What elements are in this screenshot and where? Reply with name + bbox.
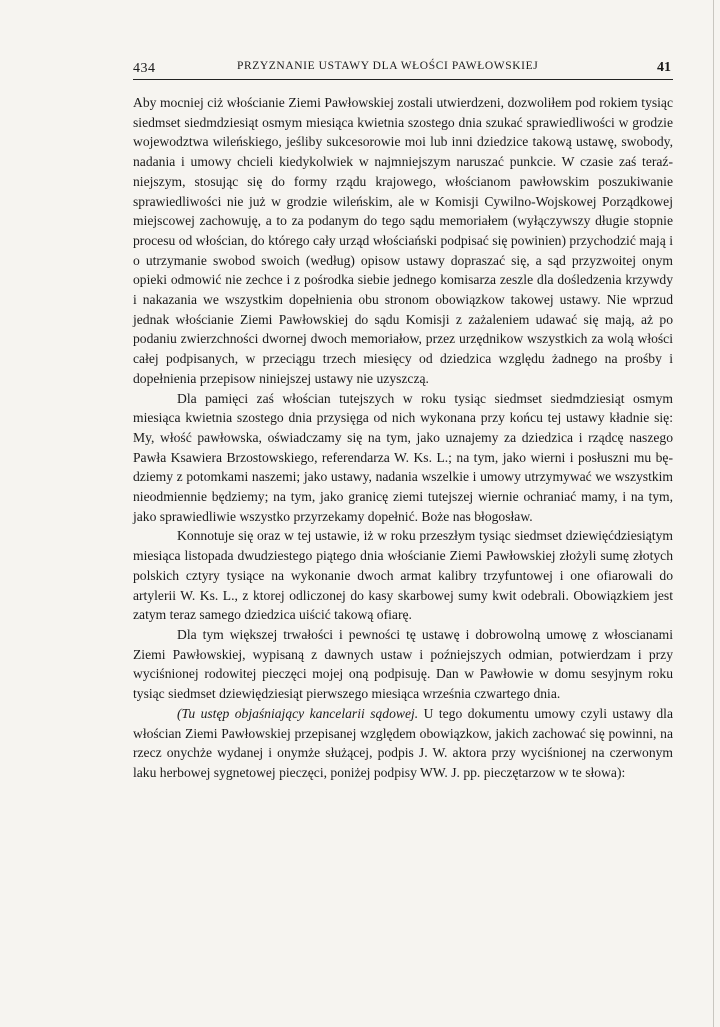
chancery-note-prefix: (Tu ustęp objaśniający kancelarii sądowej.	[177, 705, 419, 721]
paragraph-4	[133, 625, 673, 704]
page-header	[133, 58, 673, 80]
paragraph-2	[133, 389, 673, 527]
header-rule	[133, 79, 673, 80]
paragraph-5	[133, 704, 673, 783]
body-text	[133, 93, 673, 783]
paragraph-2-text: Dla pamięci zaś włościan tutejszych w roku tysiąc siedmset siedmdziesiąt osmym miesiąca kwietnia szostego dnia przysięga od nich wykonana przy końcu tej ustawy kładnie się: My, włość pawłowska, oświadczamy się na tym, jako uznajemy za dziedzica i rządcę naszego Pawła Ksawiera Brzostowskiego, referendarza W. Ks. L.; na tym, jako wierni i posłuszni mu będziemy z potomkami naszemi; jako ustawy, nadania wszelkie i umowy utrzymywać we wszystkim nieodmiennie będziemy; na tym, jako granicę ziemi tutejszej wiernie ochraniać mamy, i na tym, jako sprawiedliwie wszystko przyrzekamy dopełnić. Boże nas błogosław.	[133, 390, 673, 524]
paragraph-4-text: Dla tym większej trwałości i pewności tę ustawę i dobrowolną umowę z włoscianami Ziemi Pawłowskiej, wypisaną z dawnych ustaw i poźniejszych odmian, potwierdzam i przy wyciśnionej rodowitej pieczęci mojej oną podpisuję. Dan w Pawłowie w domu sesyjnym roku tysiąc siedmset dziewiędziesiąt pierwszego miesiąca września czwartego dnia.	[133, 626, 673, 702]
page-number: 434	[133, 61, 156, 76]
paragraph-5-text: U tego dokumentu umowy czyli ustawy dla włościan Ziemi Pawłowskiej przepisanej względem obowiązkow, jakich zachować się powinni, na rzecz onychże wydanej i onymże służącej, podpis J. W. aktora przy wyciśnionej na czerwonym laku herbowej sygnetowej pieczęci, poniżej podpisy WW. J. pp. pieczętarzow w te słowa):	[133, 705, 673, 780]
running-title: PRZYZNANIE USTAWY DLA WŁOŚCI PAWŁOWSKIEJ	[237, 60, 539, 72]
paragraph-1	[133, 93, 673, 389]
section-number: 41	[657, 60, 671, 75]
paragraph-3	[133, 526, 673, 625]
paragraph-3-text: Konnotuje się oraz w tej ustawie, iż w roku przeszłym tysiąc siedmset dziewięćdziesiątym miesiąca listopada dwudziestego piątego dnia włościanie Ziemi Pawłowskiej złożyli sumę złotych polskich cztyry tysiące na wykonanie dwoch armat kalibry trzyfuntowej i one ofiarowali do artylerii W. Ks. L., z ktorej odliczonej do kasy skarbowej sumy kwit odebrali. Obowiązkiem jest zatym teraz samego dziedzica uiścić takową ofiarę.	[133, 528, 673, 623]
scan-edge-line	[713, 0, 714, 1027]
paragraph-1-text: Aby mocniej ciż włościanie Ziemi Pawłowskiej zostali utwierdzeni, dozwoliłem pod rokiem tysiąc siedmset siedmdziesiąt osmym miesiąca kwietnia szostego dnia szukać sprawiedliwości w grodzie wojewodztwa wileńskiego, jeśliby sukcesorowie moi lub inni dziedzice takową ustawę, swobody, nadania i umowy chcieli kiedykolwiek w najmniejszym naruszać punkcie. W czasie zaś teraźniejszym, stosując się do formy rządu krajowego, włościanom pawłowskim poszukiwanie sprawiedliwości nie już w grodzie wileńskim, ale w Komisji Cywilno-Wojskowej Porządkowej miejscowej zachowuję, a to za podanym do tego sądu memoriałem (wyłączywszy długie stopnie procesu od włościan, do którego cały urząd włościański podpisać się powinien) przychodzić mają i o utrzymanie swobod swoich (według) opisow ustawy dopraszać się, a sąd przyzwoitej onym opieki odmowić nie zechce i z pośrodka siebie jednego komisarza zeszle dla dośledzenia krzywdy i nakazania we wszystkim dopełnienia obu stronom obowiązkow takowej ustawy. Nie wprzud jednak włościanie Ziemi Pawłowskiej do sądu Komisji z zażaleniem udawać się mają, aż po podaniu zwierzchności dwornej dwoch memoriałow, przez urzędnikow wszystkich za wolą włości całej podpisanych, w przeciągu trzech miesięcy od dziedzica względu żadnego na prośby i dopełnienia przepisow niniejszej ustawy nie uzyszczą.	[133, 95, 673, 386]
